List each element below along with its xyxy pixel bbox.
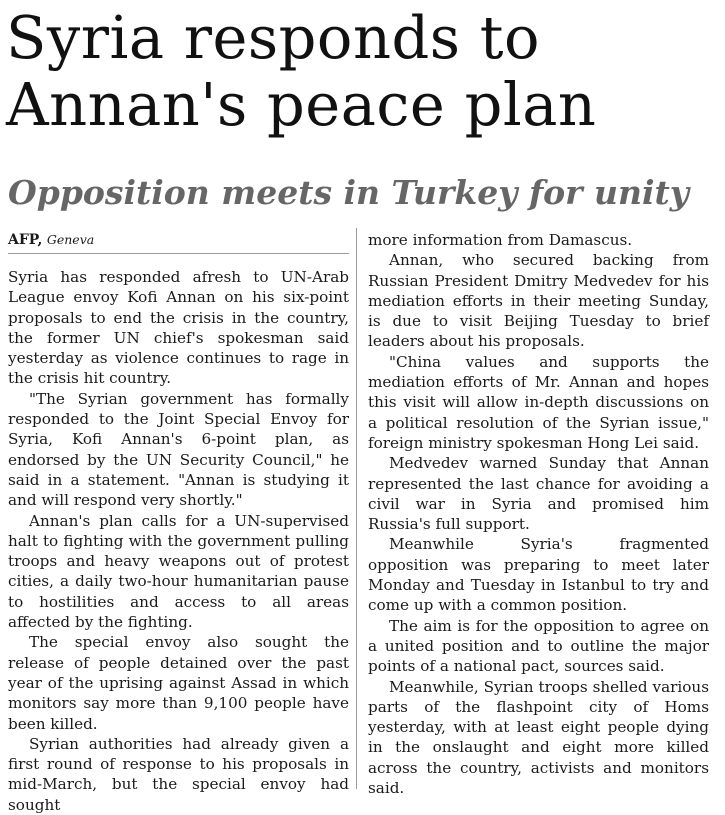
paragraph: "China values and supports the mediation efforts of Mr. Annan and hopes this visit will allow in-depth discussions on a political resolution of the Syrian issue," foreign ministry spokesman Hong Lei said. (368, 352, 709, 452)
paragraph: The aim is for the opposition to agree on a united position and to outline the major points of a national pact, sources said. (368, 616, 709, 676)
subheadline: Opposition meets in Turkey for unity (8, 173, 689, 212)
paragraph: Meanwhile Syria's fragmented opposition was preparing to meet later Monday and Tuesday in Istanbul to try and come up with a common position. (368, 535, 709, 615)
paragraph: The special envoy also sought the release of people detained over the past year of the uprising against Assad in which monitors say more than 9,100 people have been killed. (8, 633, 349, 733)
paragraph: Syrian authorities had already given a first round of response to his proposals in mid-March, but the special envoy had sought (8, 734, 349, 814)
left-column (8, 230, 349, 815)
paragraph: more information from Damascus. (368, 231, 633, 249)
paragraph: "The Syrian government has formally responded to the Joint Special Envoy for Syria, Kofi Annan's 6-point plan, as endorsed by the UN Security Council," he said in a statement. "Annan is studying it and will respond very shortly." (8, 389, 349, 510)
byline-gap (8, 257, 349, 267)
column-divider (356, 228, 357, 789)
right-column (368, 230, 709, 798)
paragraph: Medvedev warned Sunday that Annan represented the last chance for avoiding a civil war in Syria and promised him Russia's full support. (368, 454, 709, 534)
byline-location: Geneva (46, 232, 95, 247)
headline: Syria responds to Annan's peace plan (6, 3, 597, 139)
byline (8, 230, 349, 254)
paragraph: Annan, who secured backing from Russian President Dmitry Medvedev for his mediation efforts in their meeting Sunday, is due to visit Beijing Tuesday to brief leaders about his proposals. (368, 251, 709, 351)
paragraph: Meanwhile, Syrian troops shelled various parts of the flashpoint city of Homs yesterday, with at least eight people dying in the onslaught and eight more killed across the country, activists and monitors said. (368, 677, 709, 798)
byline-agency: AFP, (8, 232, 43, 248)
paragraph: Annan's plan calls for a UN-supervised halt to fighting with the government pulling troops and heavy weapons out of protest cities, a daily two-hour humanitarian pause to hostilities and access to all areas affected by the fighting. (8, 511, 349, 632)
paragraph: Syria has responded afresh to UN-Arab League envoy Kofi Annan on his six-point proposals to end the crisis in the country, the former UN chief's spokesman said yesterday as violence continues to rage in the crisis hit country. (8, 268, 349, 388)
